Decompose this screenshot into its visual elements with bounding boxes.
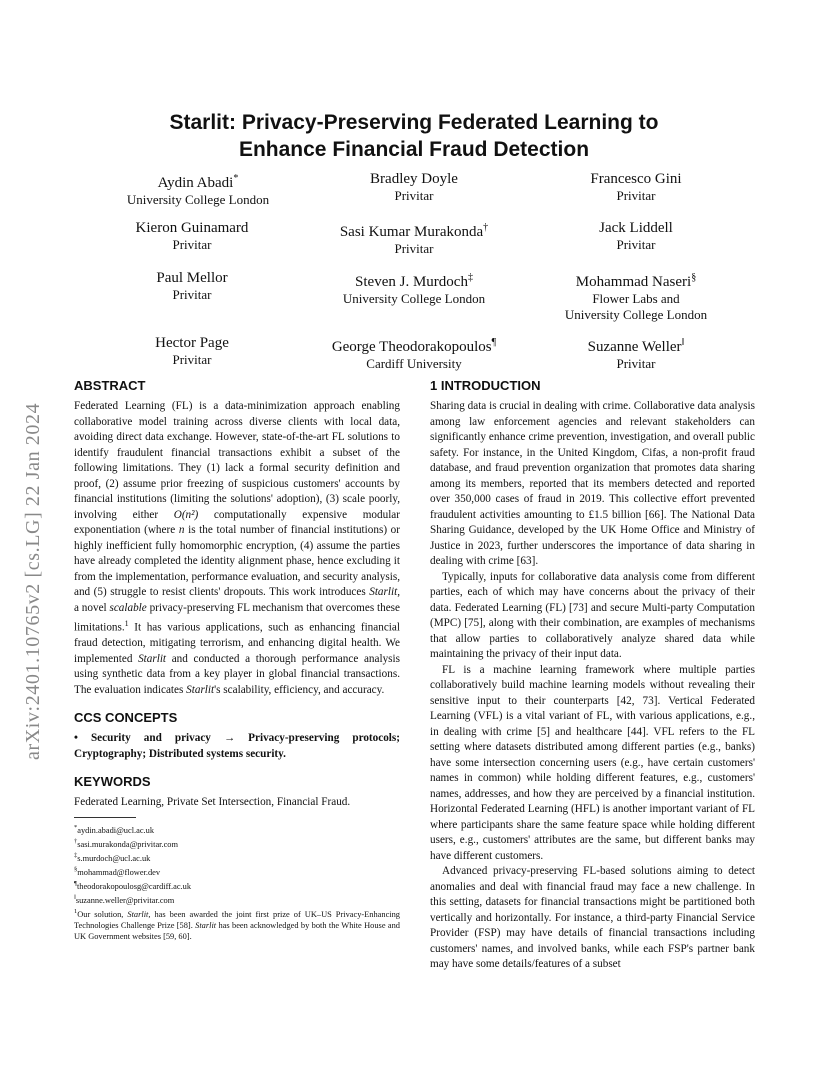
author-name: Hector Page [155,335,229,351]
author-affiliation: Privitar [394,241,434,256]
abstract-text [74,399,400,698]
footnote-mark: ‖ [74,893,76,901]
title-line-2: Enhance Financial Fraud Detection [238,138,590,161]
author-affiliation: Privitar [394,188,434,203]
author-affiliation: Privitar [616,356,656,371]
abstract-seg: computationally expensive modular exponentiation (where [74,508,400,536]
footnote-1 [74,906,400,942]
ccs-heading: CCS CONCEPTS [74,710,178,726]
system-name: Starlit [195,920,217,930]
footnote-rule [74,817,136,818]
abstract-seg: , a novel [74,586,400,614]
emphasis: scalable [109,601,147,614]
intro-paragraph-1: Sharing data is crucial in dealing with crime. Collaborative data analysis among law enforcement agencies and relevant stakeholders can significantly enhance crime prevention, investigation, and overall public safety. For instance, in the United Kingdom, Cifas, a non-profit fraud database, and fraud prevention organization that promotes data sharing among its members, reported that its members detected and reported over 350,000 cases of fraud in 2019. This collective effort prevented fraudulent activities amounting to £1.5 billion [66]. The National Data Sharing Guidance, developed by the UK Home Office and Ministry of Justice in 2023, further underscores the importance of data sharing in dealing with crime [63]. [430,400,755,567]
intro-paragraph-3: FL is a machine learning framework where multiple parties collaboratively build machine learning models without revealing their sensitive input to their counterparts [42, 73]. Vertical Federated Learning (VFL) is a vital variant of FL, with various applications, e.g., in dealing with crime [5] and healthcare [44]. VFL refers to the FL setting where datasets distributed among different parties (e.g., banks) have some intersection concerning users (e.g., have certain customers' names in common) while holding different features, e.g., customers' names, addresses, and how they are perceived by a financial institution. Horizontal Federated Learning (HFL) is another important variant of FL where participants share the same feature space while holding different users, e.g., customers' attributes are the same, but different banks may have different customers. [430,663,755,862]
footnote [74,822,400,836]
footnote-seg: Our solution, [77,909,128,919]
author-affiliation-2: University College London [564,307,708,322]
abstract-seg: and conducted a thorough performance analysis using synthetic data from a key player in global financial transactions. The evaluation indicates [74,652,400,696]
footnote-text: s.murdoch@ucl.ac.uk [77,853,151,863]
footnote-text: aydin.abadi@ucl.ac.uk [77,825,155,835]
author-block [284,219,544,257]
author-mark: ¶ [491,337,497,348]
footnote [74,836,400,850]
author-affiliation: Privitar [172,237,212,252]
author-affiliation: Privitar [616,188,656,203]
author-block [62,334,322,368]
author-name: Bradley Doyle [370,171,458,187]
footnote-mark: ‡ [74,851,78,859]
system-name: Starlit [138,652,167,665]
footnote [74,864,400,878]
author-mark: † [483,222,489,233]
author-block [284,269,544,307]
footnote [74,878,400,892]
author-name: Sasi Kumar Murakonda [339,224,484,240]
author-mark: * [233,173,239,184]
abstract-seg: is the total number of financial institutions) or highly inefficient fully homomorphic encryption, (4) assume the parties have already completed the identity alignment phase, hence excluding it from the implementation, performance evaluation, and security analysis, and (5) struggle to resist clients' dropouts. This work introduces [74,524,401,598]
footnote-mark: 1 [74,907,78,915]
footnote-mark: * [74,823,78,831]
footnote-text: suzanne.weller@privitar.com [75,895,175,905]
right-column [430,378,755,973]
author-block [506,170,766,204]
author-affiliation: Flower Labs and [592,291,680,306]
author-block [62,219,322,253]
keywords-text: Federated Learning, Private Set Intersection, Financial Fraud. [74,796,351,809]
footnote-text: sasi.murakonda@privitar.com [77,839,178,849]
footnote-seg: has been acknowledged by both the White House and UK Government websites [59, 60]. [74,920,400,941]
footnote-ref: 1 [124,619,129,628]
footnote-mark: † [74,837,78,845]
ccs-text: • Security and privacy → Privacy-preserving protocols; Cryptography; Distributed systems security. [74,732,400,760]
footnote [74,850,400,864]
author-name: Mohammad Naseri [575,274,692,290]
intro-paragraph-2: Typically, inputs for collaborative data analysis come from different parties, each of which may have concerns about the privacy of their data. Federated Learning (FL) [73] and secure Multi-party Computation (MPC) [75], along with their combination, are examples of mechanisms that allow parties to collaboratively analyze shared data while maintaining the privacy of their input data. [430,570,755,660]
author-mark: § [691,272,697,283]
abstract-seg: 's scalability, efficiency, and accuracy. [214,683,385,696]
author-block [284,334,544,372]
author-name: Jack Liddell [599,220,673,236]
author-mark: ‡ [467,272,473,283]
author-block [506,269,766,323]
abstract-seg: Federated Learning (FL) is a data-minimization approach enabling collaborative model training across diverse clients with local data, avoiding direct data exchange. However, state-of-the-art FL solutions to identify fraudulent financial transactions exhibit a subset of the following limitations. They (1) lack a formal security definition and proof, (2) assume prior freezing of suspicious customers' accounts by financial institutions (limiting the solutions' adoption), (3) scale poorly, involving either [74,400,400,521]
paper-title [0,109,828,163]
intro-paragraph-4: Advanced privacy-preserving FL-based solutions aiming to detect anomalies and deal with financial fraud may face a new challenge. In this setting, datasets for financial transactions might be partitioned both vertically and horizontally. For instance, a third-party Financial Service Provider (FSP) may have details of financial transactions including customers' names, and involved banks, while each FSP's partner bank may have some details/features of a subset [430,865,755,970]
abstract-seg: privacy-preserving FL mechanism that overcomes these limitations. [74,601,400,634]
author-block [506,334,766,372]
footnote-seg: , has been awarded the joint first prize of UK–US Privacy-Enhancing Technologies Challenge Prize [58]. [74,909,400,930]
author-name: Steven J. Murdoch [355,274,468,290]
author-affiliation: Privitar [616,237,656,252]
author-name: George Theodorakopoulos [331,339,492,355]
author-block [506,219,766,253]
system-name: Starlit [186,683,215,696]
complexity-term: O(n²) [173,508,199,521]
footnote-mark: § [74,865,78,873]
introduction-heading: 1 INTRODUCTION [430,378,541,393]
author-block [62,269,322,303]
author-affiliation: University College London [126,192,270,207]
footnote [74,892,400,906]
author-affiliation: Privitar [172,352,212,367]
system-name: Starlit [369,586,398,598]
author-name: Paul Mellor [156,270,228,286]
abstract-heading: ABSTRACT [74,378,146,393]
author-mark: ‖ [681,337,685,348]
author-name: Kieron Guinamard [135,220,249,236]
abstract-seg: It has various applications, such as enhancing financial fraud detection, mitigating terrorism, and enhancing digital health. We implemented [74,621,400,665]
system-name: Starlit [127,909,149,919]
author-name: Francesco Gini [590,171,682,187]
author-affiliation: Privitar [172,287,212,302]
author-affiliation: University College London [342,291,486,306]
author-name: Aydin Abadi [157,175,234,191]
keywords-heading: KEYWORDS [74,774,151,790]
author-name: Suzanne Weller [587,339,682,355]
variable-n: n [178,524,185,536]
author-affiliation: Cardiff University [366,356,462,371]
arxiv-identifier: arXiv:2401.10765v2 [cs.LG] 22 Jan 2024 [22,402,44,760]
title-line-1: Starlit: Privacy-Preserving Federated Learning to [169,111,659,134]
author-block [284,170,544,204]
footnote-text: mohammad@flower.dev [77,867,161,877]
left-column [74,378,400,942]
footnote-text: theodorakopoulosg@cardiff.ac.uk [76,881,192,891]
footnote-mark: ¶ [74,879,77,887]
